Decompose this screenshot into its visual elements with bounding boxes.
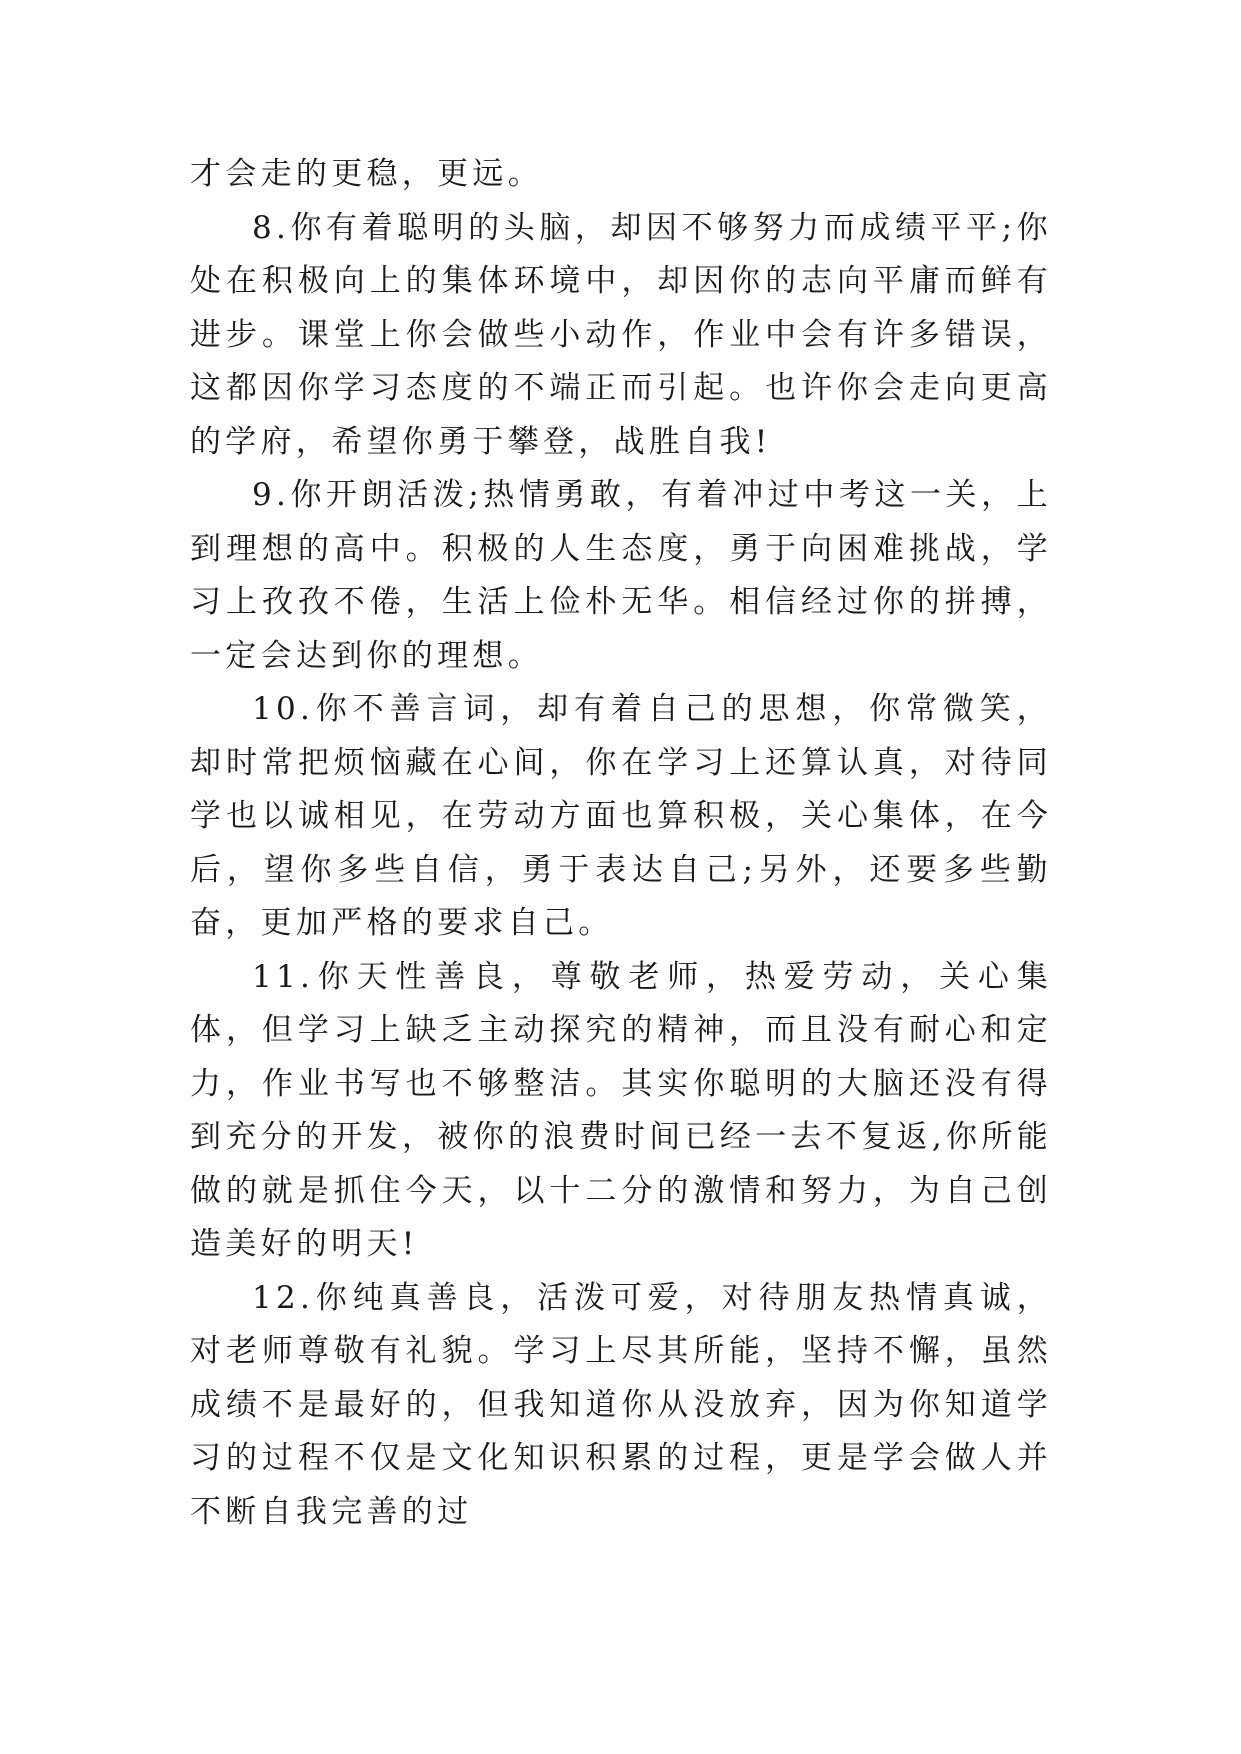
paragraph-item-11: 11.你天性善良，尊敬老师，热爱劳动，关心集体，但学习上缺乏主动探究的精神，而且没有耐心和定力，作业书写也不够整洁。其实你聪明的大脑还没有得到充分的开发，被你的浪费时间已经一去不复返,你所能做的就是抓住今天，以十二分的激情和努力，为自己创造美好的明天! (190, 958, 1052, 1262)
paragraph-item-8: 8.你有着聪明的头脑，却因不够努力而成绩平平;你处在积极向上的集体环境中，却因你的志向平庸而鲜有进步。课堂上你会做些小动作，作业中会有许多错误，这都因你学习态度的不端正而引起。也许你会走向更高的学府，希望你勇于攀登，战胜自我! (190, 209, 1052, 460)
paragraph-item-9: 9.你开朗活泼;热情勇敢，有着冲过中考这一关，上到理想的高中。积极的人生态度，勇于向困难挑战，学习上孜孜不倦，生活上俭朴无华。相信经过你的拼搏，一定会达到你的理想。 (190, 477, 1052, 674)
paragraph-item-10: 10.你不善言词，却有着自己的思想，你常微笑，却时常把烦恼藏在心间，你在学习上还算认真，对待同学也以诚相见，在劳动方面也算积极，关心集体，在今后，望你多些自信，勇于表达自己;另外，还要多些勤奋，更加严格的要求自己。 (190, 691, 1052, 941)
paragraph-continuation: 才会走的更稳，更远。 (190, 156, 543, 192)
paragraph-item-12: 12.你纯真善良，活泼可爱，对待朋友热情真诚，对老师尊敬有礼貌。学习上尽其所能，坚持不懈，虽然成绩不是最好的，但我知道你从没放弃，因为你知道学习的过程不仅是文化知识积累的过程，更是学会做人并不断自我完善的过 (190, 1279, 1052, 1530)
document-page (190, 148, 1052, 1539)
